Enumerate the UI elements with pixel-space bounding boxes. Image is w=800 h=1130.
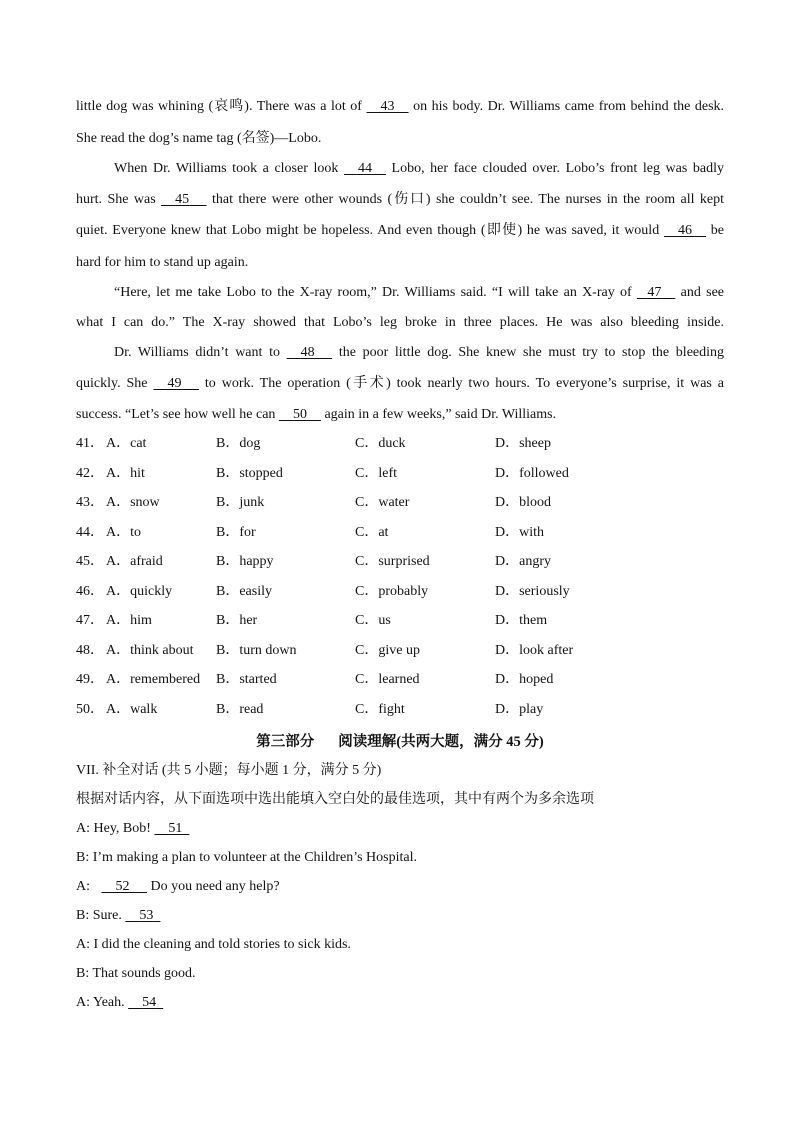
question-50 bbox=[76, 701, 636, 719]
question-number: 41． bbox=[76, 436, 104, 451]
blank-44: 44 bbox=[357, 161, 372, 176]
option-d: D．blood bbox=[495, 495, 551, 510]
blank-48: 48 bbox=[300, 345, 315, 360]
option-d: D．look after bbox=[495, 643, 574, 658]
option-a: A．walk bbox=[106, 702, 158, 717]
passage-text: quiet. Everyone knew that Lobo might be hopeless. And even though (即使) he was saved, it would bbox=[76, 223, 660, 238]
passage-text: quickly. She bbox=[76, 376, 148, 391]
option-d: D．them bbox=[495, 613, 548, 628]
option-a: A．quickly bbox=[106, 584, 173, 599]
option-c: C．duck bbox=[355, 436, 406, 451]
option-a: A．him bbox=[106, 613, 152, 628]
blank-54: 54 bbox=[142, 995, 157, 1010]
option-c: C．us bbox=[355, 613, 391, 628]
question-number: 42． bbox=[76, 466, 104, 481]
option-b: B．happy bbox=[216, 554, 274, 569]
passage-line-1 bbox=[76, 98, 724, 116]
passage-text: When Dr. Williams took a closer look bbox=[114, 161, 339, 176]
option-d: D．seriously bbox=[495, 584, 570, 599]
question-number: 44． bbox=[76, 525, 104, 540]
option-c: C．fight bbox=[355, 702, 405, 717]
passage-text: hard for him to stand up again. bbox=[76, 255, 249, 270]
passage-text: again in a few weeks,” said Dr. Williams. bbox=[324, 407, 557, 422]
question-number: 45． bbox=[76, 554, 104, 569]
option-d: D．hoped bbox=[495, 672, 554, 687]
option-a: A．cat bbox=[106, 436, 147, 451]
option-a: A．remembered bbox=[106, 672, 201, 687]
blank-49: 49 bbox=[167, 376, 182, 391]
passage-text: that there were other wounds (伤口) she couldn’t see. The nurses in the room all kept bbox=[211, 192, 725, 207]
question-43 bbox=[76, 494, 636, 512]
blank-51: 51 bbox=[168, 821, 183, 836]
passage-line-3 bbox=[114, 160, 724, 178]
question-number: 48． bbox=[76, 643, 104, 658]
passage-text: the poor little dog. She knew she must try to stop the bleeding bbox=[338, 345, 725, 360]
passage-text: and see bbox=[680, 285, 725, 300]
section-subheading: VII. 补全对话 (共 5 小题；每小题 1 分，满分 5 分) bbox=[76, 763, 382, 778]
blank-43: 43 bbox=[380, 99, 395, 114]
passage-line-7 bbox=[114, 284, 724, 302]
option-c: C．surprised bbox=[355, 554, 430, 569]
passage-line-8 bbox=[76, 314, 724, 332]
option-a: A．snow bbox=[106, 495, 160, 510]
section-heading bbox=[0, 732, 800, 752]
blank-47: 47 bbox=[647, 285, 662, 300]
passage-line-10 bbox=[76, 375, 724, 393]
blank-50: 50 bbox=[292, 407, 307, 422]
question-number: 50． bbox=[76, 702, 104, 717]
option-c: C．left bbox=[355, 466, 397, 481]
dialogue-line-7: A: Yeah. 54 bbox=[76, 994, 163, 1012]
option-d: D．play bbox=[495, 702, 544, 717]
option-c: C．water bbox=[355, 495, 410, 510]
option-b: B．her bbox=[216, 613, 258, 628]
question-41 bbox=[76, 435, 636, 453]
passage-line-4 bbox=[76, 191, 724, 209]
option-b: B．dog bbox=[216, 436, 261, 451]
passage-line-6 bbox=[76, 254, 724, 272]
question-49 bbox=[76, 671, 636, 689]
dialogue-line-5: A: I did the cleaning and told stories to sick kids. bbox=[76, 937, 351, 952]
option-b: B．started bbox=[216, 672, 277, 687]
option-b: B．for bbox=[216, 525, 256, 540]
dialogue-line-3: A: 52 Do you need any help? bbox=[76, 879, 280, 894]
question-number: 46． bbox=[76, 584, 104, 599]
option-c: C．learned bbox=[355, 672, 420, 687]
passage-text: on his body. Dr. Williams came from behind the desk. bbox=[413, 99, 725, 114]
question-44 bbox=[76, 524, 636, 542]
question-42 bbox=[76, 465, 636, 483]
dialogue-line-1: A: Hey, Bob! 51 bbox=[76, 820, 189, 838]
option-d: D．angry bbox=[495, 554, 551, 569]
option-c: C．probably bbox=[355, 584, 429, 599]
option-b: B．stopped bbox=[216, 466, 283, 481]
dialogue-line-2: B: I’m making a plan to volunteer at the Children’s Hospital. bbox=[76, 850, 417, 865]
passage-text: be bbox=[710, 223, 725, 238]
section-part: 第三部分 bbox=[256, 734, 315, 750]
option-c: C．at bbox=[355, 525, 389, 540]
passage-line-2 bbox=[76, 130, 724, 148]
dialogue-line-6: B: That sounds good. bbox=[76, 966, 196, 981]
question-number: 49． bbox=[76, 672, 104, 687]
passage-line-9 bbox=[114, 344, 724, 362]
passage-text: success. “Let’s see how well he can bbox=[76, 407, 276, 422]
question-46 bbox=[76, 583, 636, 601]
passage-text: “Here, let me take Lobo to the X-ray room,” Dr. Williams said. “I will take an X-ray of bbox=[114, 285, 632, 300]
option-a: A．hit bbox=[106, 466, 145, 481]
passage-text: to work. The operation (手术) took nearly two hours. To everyone’s surprise, it was a bbox=[204, 376, 725, 391]
option-d: D．followed bbox=[495, 466, 569, 481]
passage-line-11 bbox=[76, 406, 724, 424]
passage-text: little dog was whining (哀鸣). There was a lot of bbox=[76, 99, 362, 114]
option-c: C．give up bbox=[355, 643, 420, 658]
question-number: 47． bbox=[76, 613, 104, 628]
passage-text: Lobo, her face clouded over. Lobo’s front leg was badly bbox=[391, 161, 725, 176]
question-47 bbox=[76, 612, 636, 630]
option-b: B．turn down bbox=[216, 643, 297, 658]
dialogue-line-4: B: Sure. 53 bbox=[76, 907, 160, 925]
option-b: B．easily bbox=[216, 584, 272, 599]
option-b: B．read bbox=[216, 702, 264, 717]
question-number: 43． bbox=[76, 495, 104, 510]
option-a: A．to bbox=[106, 525, 141, 540]
option-a: A．think about bbox=[106, 643, 194, 658]
passage-text: hurt. She was bbox=[76, 192, 156, 207]
option-a: A．afraid bbox=[106, 554, 163, 569]
option-d: D．sheep bbox=[495, 436, 551, 451]
passage-text: what I can do.” The X-ray showed that Lobo’s leg broke in three places. He was also bleeding inside. bbox=[76, 315, 724, 330]
blank-53: 53 bbox=[139, 908, 154, 923]
option-b: B．junk bbox=[216, 495, 265, 510]
option-d: D．with bbox=[495, 525, 544, 540]
blank-52: 52 bbox=[115, 879, 130, 894]
blank-46: 46 bbox=[678, 223, 692, 238]
section-instruction: 根据对话内容，从下面选项中选出能填入空白处的最佳选项，其中有两个为多余选项 bbox=[76, 792, 594, 807]
passage-line-5 bbox=[76, 222, 724, 240]
blank-45: 45 bbox=[175, 192, 190, 207]
question-45 bbox=[76, 553, 636, 571]
passage-text: She read the dog’s name tag (名签)—Lobo. bbox=[76, 131, 322, 146]
question-48 bbox=[76, 642, 636, 660]
passage-text: Dr. Williams didn’t want to bbox=[114, 345, 280, 360]
section-title: 阅读理解(共两大题，满分 45 分) bbox=[338, 734, 544, 750]
